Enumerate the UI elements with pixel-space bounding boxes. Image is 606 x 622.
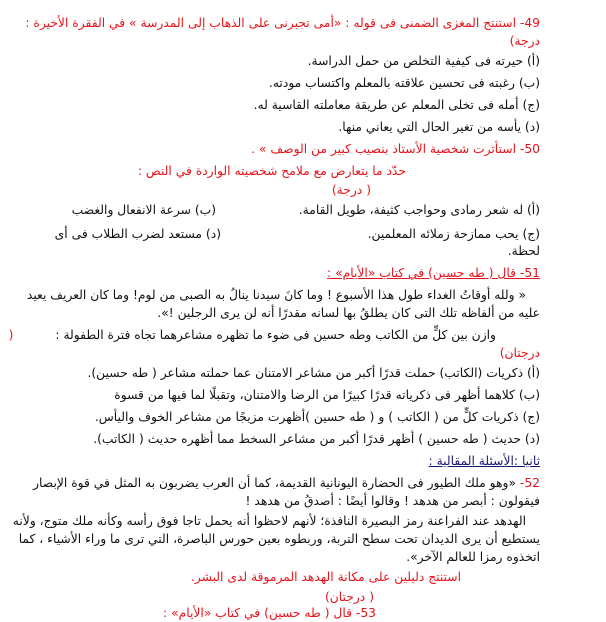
q50-option-c: (ج) يحب ممازحة زملائه المعلمين. <box>367 227 540 241</box>
q50-instruction: حدّد ما يتعارض مع ملامح شخصيته الواردة في النص : <box>137 164 406 178</box>
q52-instruction: استنتج دليلين على مكانة الهدهد المرموقة لدى البشر. <box>190 570 461 584</box>
q50-option-d: (د) مستعد لضرب الطلاب فى أى <box>54 227 221 241</box>
q51-instruction <box>9 326 496 344</box>
q50-points: ( درجة) <box>331 183 371 197</box>
q51-option-c: (ج) ذكريات كلٍّ من ( الكاتب ) و ( طه حسين )أظهرت مزيجًا من مشاعر الخوف واليأس. <box>94 410 540 424</box>
q49-option-a: (أ) حيرته فى كيفية التخلص من حمل الدراسة. <box>307 54 540 68</box>
q50-option-b: (ب) سرعة الانفعال والغضب <box>71 203 216 217</box>
q52-para2-line2: يستطيع أن يرى الديدان تحت سطح التربة، وربطوه بعين حورس الباصرة، التي ترى ما وراء الأشياء ، كما <box>18 532 540 546</box>
q52-points: ( درجتان) <box>324 590 374 604</box>
section2-heading: ثانيا :الأسئلة المقالية : <box>428 454 540 468</box>
q49-points: درجة) <box>509 34 540 48</box>
q50-stem: 50- استأثرت شخصية الأستاذ بنصيب كبير من الوصف » . <box>251 142 540 156</box>
q52-para2-line3: اتخذوه رمزا للعالم الآخر». <box>406 550 540 564</box>
q51-option-b: (ب) كلاهما أظهر فى ذكرياته قدرًا كبيرًا من الرضا والامتنان، وتقبلًا لما فيها من قسوة <box>114 388 540 402</box>
q52-para1-line1 <box>33 474 540 492</box>
q52-para1-line2: فيقولون : أبصر من هدهد ! وقالوا أيضًا : أصدقُ من هدهد ! <box>245 494 540 508</box>
q49-option-c: (ج) أمله فى تخلى المعلم عن طريقة معاملته القاسية له. <box>253 98 540 112</box>
q49-option-d: (د) يأسه من تغير الحال التي يعاني منها. <box>338 120 540 134</box>
q51-option-d: (د) حديث ( طه حسين ) أظهر قدرًا أكبر من مشاعر السخط مما أظهره حديث ( الكاتب). <box>93 432 540 446</box>
q49-stem <box>0 14 540 32</box>
q50-option-d-cont: لحظة. <box>507 244 540 258</box>
q50-option-a: (أ) له شعر رمادى وحواجب كثيفة، طويل القامة. <box>298 203 540 217</box>
q51-points: درجتان) <box>499 346 540 360</box>
q51-heading: 51- قال ( طه حسين) في كتاب «الأيام» : <box>327 266 540 280</box>
q51-option-a: (أ) ذكريات (الكاتب) حملت قدرًا أكبر من مشاعر الامتنان عما حملته مشاعر ( طه حسين). <box>87 366 540 380</box>
q51-quote-line2: عليه من ألفاظه تلك التى كان يطلقُ بها لسانه مقدرًا أنه لن يرى الرجلين !». <box>157 306 540 320</box>
q49-stem-text: 49- استنتج المغزى الضمنى فى قوله : «أمى تجبرنى على الذهاب إلى المدرسة » في الفقرة الأخيرة : <box>25 16 540 30</box>
q51-paren: ( <box>8 328 14 342</box>
q49-option-b: (ب) رغبته فى تحسين علاقته بالمعلم واكتساب مودته. <box>268 76 540 90</box>
q52-para1-line1-text: «وهو ملك الطيور فى الحضارة اليونانية القديمة، كما أن العرب يضربون به المثل في قوة الإبصار <box>33 476 516 490</box>
q51-instruction-text: وازن بين كلٍّ من الكاتب وطه حسين فى ضوء ما تظهره مشاعرهما تجاه فترة الطفولة : <box>55 328 496 342</box>
q52-para2-line1: الهدهد عند الفراعنة رمز البصيرة النافذة؛ لأنهم لاحظوا أنه يحمل تاجا فوق رأسه وكأنه ملك متوج، ولأنه <box>12 514 526 528</box>
q53-heading-partial: 53- قال ( طه حسين) في كتاب «الأيام» : <box>163 606 376 620</box>
q52-number: 52- <box>519 476 540 490</box>
q51-quote-line1: « ولله أوقاتُ الغداء طول هذا الأسبوع ! وما كانَ سيدنا ينالُ به الصبى من لوم! وما كان العريف يعيد <box>26 288 526 302</box>
